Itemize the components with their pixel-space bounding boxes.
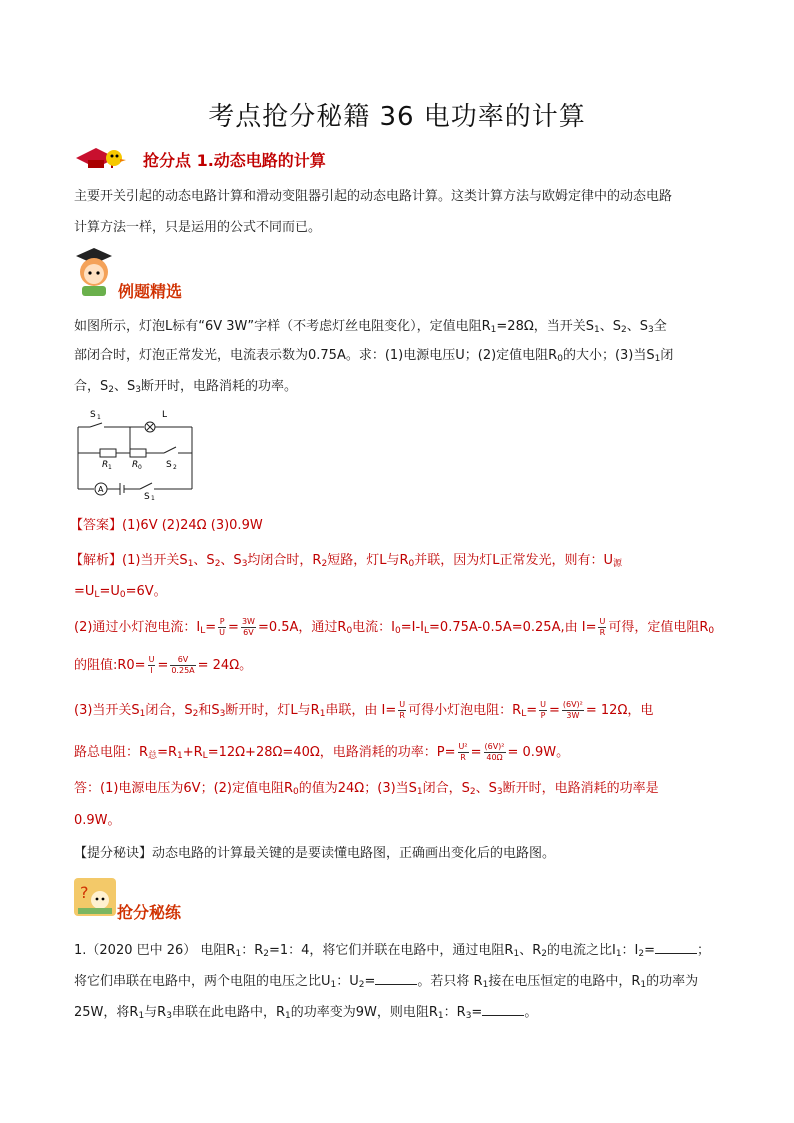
q1-text: 如图所示，灯泡L标有“6V 3W”字样（不考虑灯丝电阻变化），定值电阻R xyxy=(74,319,491,334)
p1b: ：R xyxy=(241,943,264,958)
analysis-line-2: $=U_L=U_0=6V$。 xyxy=(74,584,167,600)
answer-tag: 【答案】 xyxy=(70,518,123,533)
a1c: 、S xyxy=(220,553,242,568)
d1b: 的值为24Ω；(3)当S xyxy=(298,781,417,796)
answer-line xyxy=(70,510,710,541)
r0-label: R xyxy=(132,460,139,470)
p2d: 。若只将 R xyxy=(417,974,483,989)
b1: (2)通过小灯泡电流：I xyxy=(74,620,201,635)
a1e: 短路，灯L与R xyxy=(327,553,409,568)
a1: (1)当开关S xyxy=(122,553,188,568)
c1h: = xyxy=(548,703,560,718)
c1b: 闭合，S xyxy=(145,703,193,718)
s2-label: S xyxy=(166,460,172,470)
s1-label: S xyxy=(90,410,96,420)
b1g: 可得，定值电阻R xyxy=(608,620,709,635)
fraction-6v2-40: $\frac{\text{(6V)²}}{40\Omega}$ xyxy=(484,742,505,762)
svg-text:?: ? xyxy=(80,883,89,902)
ammeter-label: A xyxy=(98,485,104,494)
a2: =U xyxy=(74,584,95,599)
p3f: = xyxy=(471,1005,483,1020)
answer-blank-2[interactable] xyxy=(375,972,417,985)
b2: 的阻值:R0= xyxy=(74,658,146,673)
p2f: 的功率为 xyxy=(646,974,699,989)
intro-line-2: 计算方法一样，只是运用的公式不同而已。 xyxy=(74,220,322,235)
graduation-cap-icon xyxy=(74,138,128,178)
p3d: 的功率变为9W，则电阻R xyxy=(290,1005,438,1020)
section-heading-1: 抢分点 1.动态电路的计算 xyxy=(143,151,326,170)
analysis-line-3: (2)通过小灯泡电流：$I_L=$ $\frac{P}{U}$ = $\frac{3W}{6V}$ =0.5A，通过$R_0$电流：$I_0=I-I_L=0.75A-0.5A=0.25A$,由 I= $\frac{U}{R}$ 可得，定值电阻$R_0$ xyxy=(74,617,715,637)
q2-text: 部闭合时，灯泡正常发光，电流表示数为0.75A。求：(1)电源电压U；(2)定值电阻R xyxy=(74,348,558,363)
b1e: =I-I xyxy=(400,620,425,635)
circuit-diagram xyxy=(74,405,204,500)
p1e: 的电流之比I xyxy=(546,943,616,958)
answer-body: (1)6V (2)24Ω (3)0.9W xyxy=(122,518,263,533)
answer-blank-3[interactable] xyxy=(482,1003,524,1016)
page-title: 考点抢分秘籍 36 电功率的计算 xyxy=(208,102,586,132)
p2e: 接在电压恒定的电路中，R xyxy=(488,974,641,989)
analysis-line-5: (3)当开关$S_1$闭合，$S_2$和$S_3$断开时，灯L与$R_1$串联，由 I= $\frac{U}{R}$ 可得小灯泡电阻：$R_L=$ $\frac{U}{P}$ = $\frac{\text{(6V)²}}{3W}$ = 12Ω，电 xyxy=(74,700,654,720)
p1g: = xyxy=(644,943,656,958)
a1b: 、S xyxy=(193,553,215,568)
a2c: =6V。 xyxy=(125,584,167,599)
p3c: 串联在此电路中，R xyxy=(171,1005,285,1020)
answer-blank-1[interactable] xyxy=(655,941,697,954)
svg-text:1: 1 xyxy=(97,414,101,421)
svg-text:1: 1 xyxy=(108,464,112,471)
student-avatar-icon xyxy=(72,246,118,298)
s1b-label: S xyxy=(144,492,150,500)
p1c: =1：4，将它们并联在电路中，通过电阻R xyxy=(268,943,514,958)
b1b: = xyxy=(205,620,217,635)
tip-line: 【提分秘诀】动态电路的计算最关键的是要读懂电路图，正确画出变化后的电路图。 xyxy=(74,846,556,861)
b2c: = 24Ω。 xyxy=(197,658,253,673)
fraction-pl-ul: $\frac{P}{U}$ xyxy=(219,617,226,637)
a1d: 均闭合时，R xyxy=(247,553,322,568)
c2c: =R xyxy=(157,745,177,760)
b2b: = xyxy=(157,658,169,673)
c1g: = xyxy=(526,703,538,718)
practice-line-2: 将它们串联在电路中，两个电阻的电压之比$U_1$：$U_2=$ 。若只将 $R_1$接在电压恒定的电路中，$R_1$的功率为 xyxy=(74,974,699,990)
d1: 答：(1)电源电压为6V；(2)定值电阻R xyxy=(74,781,294,796)
q2b-text: 的大小；(3)当S xyxy=(562,348,655,363)
c2e: =12Ω+28Ω=40Ω，电路消耗的功率：P= xyxy=(207,745,456,760)
b1f: =0.75A-0.5A=0.25A,由 I= xyxy=(429,620,597,635)
question-line-3: 合，$S_2$、$S_3$断开时，电路消耗的功率。 xyxy=(74,379,298,395)
p3g: 。 xyxy=(524,1005,538,1020)
q1b-text: =28Ω，当开关S xyxy=(496,319,595,334)
fraction-u2-r: $\frac{\text{U²}}{R}$ xyxy=(458,742,468,762)
b1c: =0.5A，通过R xyxy=(257,620,347,635)
fraction-6v2-3w: $\frac{\text{(6V)²}}{3W}$ xyxy=(562,700,583,720)
q2c-text: 闭 xyxy=(660,348,674,363)
analysis-line-6: 路总电阻：$R_总=R_1+R_L=12\Omega+28\Omega=40\Omega$，电路消耗的功率：P= $\frac{\text{U²}}{R}$ = $\frac{\text{(6V)²}}{40\Omega}$ = 0.9W。 xyxy=(74,742,570,762)
intro-line-1: 主要开关引起的动态电路计算和滑动变阻器引起的动态电路计算。这类计算方法与欧姆定律中的动态电路 xyxy=(74,189,673,204)
fraction-3w-6v: $\frac{3W}{6V}$ xyxy=(241,617,255,637)
conclusion-line-1: 答：(1)电源电压为6V；(2)定值电阻$R_0$的值为24Ω；(3)当$S_1$闭合，$S_2$、$S_3$断开时，电路消耗的功率是 xyxy=(74,781,659,797)
example-heading: 例题精选 xyxy=(118,282,183,301)
c1: (3)当开关S xyxy=(74,703,140,718)
practice-line-1: 1.（2020 巴中 26） 电阻$R_1$：$R_2=1$：4，将它们并联在电路中，通过电阻$R_1$、$R_2$的电流之比$I_1$：$I_2=$ ； xyxy=(74,943,711,959)
svg-text:2: 2 xyxy=(173,464,177,471)
c1f: 可得小灯泡电阻：R xyxy=(408,703,522,718)
c1i: = 12Ω，电 xyxy=(585,703,654,718)
c2f: = xyxy=(470,745,482,760)
q3c-text: 断开时，电路消耗的功率。 xyxy=(141,379,298,394)
question-line-1: 如图所示，灯泡L标有“6V 3W”字样（不考虑灯丝电阻变化），定值电阻$R_1=28\Omega$，当开关$S_1$、$S_2$、$S_3$全 xyxy=(74,319,667,335)
practice-heading: 抢分秘练 xyxy=(117,903,182,922)
p2b: ：U xyxy=(336,974,359,989)
r1-label: R xyxy=(102,460,109,470)
fraction-u0-i0: $\frac{U}{I}$ xyxy=(148,655,155,675)
fraction-ul2-pl: $\frac{U}{P}$ xyxy=(540,700,546,720)
fraction-u-r: $\frac{U}{R}$ xyxy=(599,617,606,637)
p2c: = xyxy=(364,974,376,989)
a1g: 源 xyxy=(612,559,622,569)
question-line-2: 部闭合时，灯泡正常发光，电流表示数为0.75A。求：(1)电源电压U；(2)定值电阻$R_0$的大小；(3)当$S_1$闭 xyxy=(74,348,674,364)
c2d: +R xyxy=(182,745,203,760)
c1d: 断开时，灯L与R xyxy=(225,703,320,718)
a1f: 并联，因为灯L正常发光，则有：U xyxy=(414,553,613,568)
fraction-u-r-2: $\frac{U}{R}$ xyxy=(399,700,406,720)
a2b: =U xyxy=(99,584,120,599)
p2: 将它们串联在电路中，两个电阻的电压之比U xyxy=(74,974,331,989)
practice-badge-icon xyxy=(72,874,118,918)
p1h: ； xyxy=(697,943,711,958)
analysis-line-1: 【解析】(1)当开关$S_1$、$S_2$、$S_3$均闭合时，$R_2$短路，灯L与$R_0$并联，因为灯L正常发光，则有：$U_源$ xyxy=(70,553,622,569)
p3e: ：R xyxy=(443,1005,466,1020)
p1d: 、R xyxy=(519,943,542,958)
fraction-6v-025a: $\frac{6V}{0.25A}$ xyxy=(171,655,195,675)
c1c: 和S xyxy=(198,703,220,718)
svg-text:0: 0 xyxy=(138,464,142,471)
q1e-text: 全 xyxy=(653,319,667,334)
d1c: 闭合，S xyxy=(422,781,470,796)
d1d: 、S xyxy=(475,781,497,796)
svg-text:1: 1 xyxy=(151,495,155,500)
q1d-text: 、S xyxy=(626,319,649,334)
p3b: 与R xyxy=(144,1005,167,1020)
q3b-text: 、S xyxy=(114,379,136,394)
c1e: 串联，由 I= xyxy=(325,703,397,718)
conclusion-line-2: 0.9W。 xyxy=(74,813,121,828)
analysis-line-4 xyxy=(74,650,714,681)
p1: 1.（2020 巴中 26） 电阻R xyxy=(74,943,236,958)
c2g: = 0.9W。 xyxy=(507,745,570,760)
p1f: ：I xyxy=(621,943,639,958)
b1d: 电流：I xyxy=(352,620,396,635)
c2b: 总 xyxy=(148,751,158,761)
practice-line-3: 25W，将$R_1$与$R_3$串联在此电路中，$R_1$的功率变为9W，则电阻$R_1$：$R_3=$ 。 xyxy=(74,1005,538,1021)
p3: 25W，将R xyxy=(74,1005,139,1020)
q3-text: 合，S xyxy=(74,379,109,394)
d1e: 断开时，电路消耗的功率是 xyxy=(502,781,659,796)
q1c-text: 、S xyxy=(599,319,622,334)
c2: 路总电阻：R xyxy=(74,745,149,760)
l-label: L xyxy=(162,410,168,420)
analysis-tag: 【解析】 xyxy=(70,553,123,568)
